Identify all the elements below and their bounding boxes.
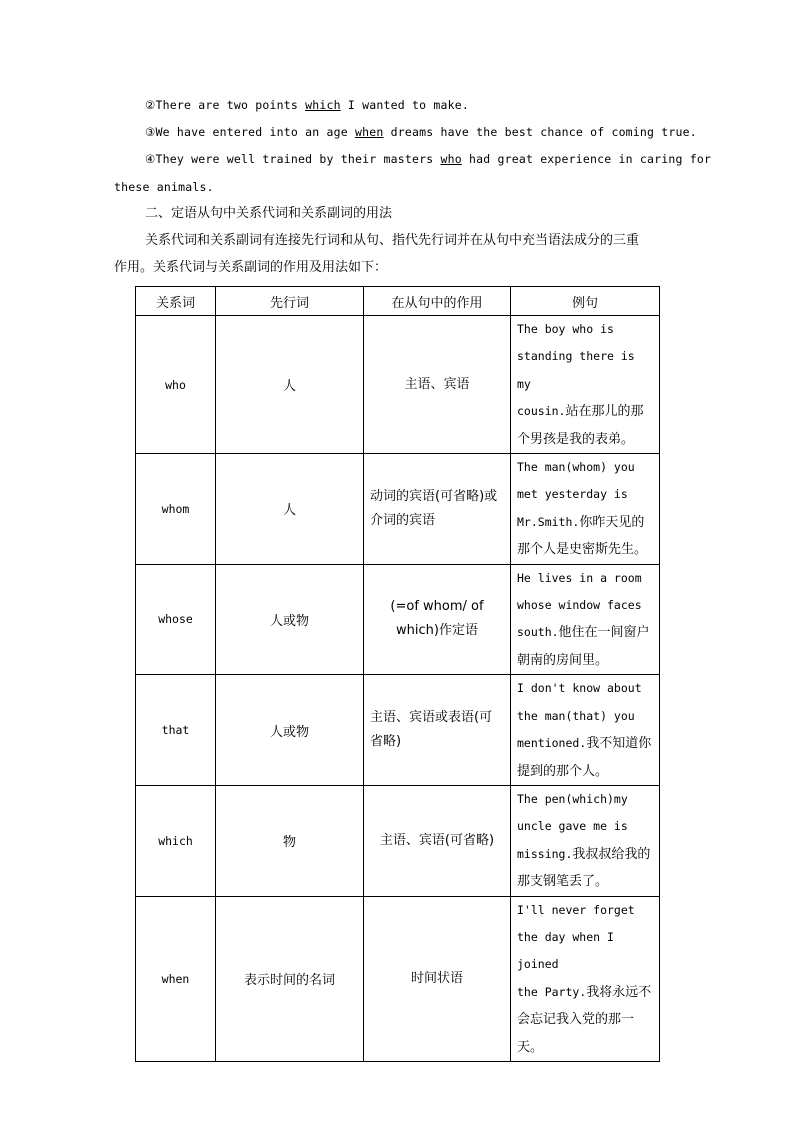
header-relative-word: 关系词 (136, 287, 216, 316)
example-cell (511, 896, 660, 1061)
example-text: ③We have entered into an age (145, 125, 355, 139)
table-row (136, 454, 660, 565)
example-zh: 站在那儿的那个男孩是我的表弟。 (517, 404, 644, 447)
function-cell: (=of whom/ of which)作定语 (364, 564, 511, 675)
example-en-line: whose window faces (517, 598, 642, 613)
example-en-line: The boy who is (517, 322, 614, 336)
table-row (136, 785, 660, 896)
example-cell (511, 454, 660, 565)
antecedent-cell: 人或物 (216, 564, 364, 675)
underlined-relative-word: which (305, 98, 341, 112)
example-en-line: the day when I joined (517, 929, 614, 972)
example-sentence-4-continuation: these animals. (114, 180, 214, 194)
example-en-line: missing. (517, 846, 573, 861)
relative-word-cell: whom (136, 454, 216, 565)
antecedent-cell: 表示时间的名词 (216, 896, 364, 1061)
section-heading: 二、定语从句中关系代词和关系副词的用法 (145, 206, 393, 221)
relative-words-table (135, 286, 660, 1062)
relative-word-cell: whose (136, 564, 216, 675)
example-zh: 我不知道你提到的那个人。 (517, 736, 652, 779)
header-antecedent: 先行词 (216, 287, 364, 316)
example-zh: 他住在一间窗户朝南的房间里。 (517, 625, 650, 668)
example-text: ④They were well trained by their masters (145, 152, 441, 166)
example-zh: 我将永远不会忘记我入党的那一天。 (517, 984, 652, 1055)
relative-word-cell: which (136, 785, 216, 896)
example-text: dreams have the best chance of coming true. (383, 125, 697, 139)
example-en-line: He lives in a room (517, 570, 642, 585)
antecedent-cell: 人 (216, 454, 364, 565)
example-text: ②There are two points (145, 98, 306, 112)
example-sentence-4 (145, 149, 711, 169)
example-en-line: I don't know about (517, 681, 642, 696)
example-sentence-3 (145, 122, 697, 142)
function-cell: 主语、宾语(可省略) (364, 785, 511, 896)
table-header-row (136, 287, 660, 316)
example-en-line: I'll never forget (517, 902, 635, 917)
example-sentence-2 (145, 95, 469, 115)
example-cell (511, 316, 660, 454)
example-en-line: uncle gave me is (517, 819, 628, 834)
example-en-line: cousin. (517, 404, 566, 419)
example-zh: 我叔叔给我的那支钢笔丢了。 (517, 846, 651, 890)
intro-paragraph-line-1: 关系代词和关系副词有连接先行词和从句、指代先行词并在从句中充当语法成分的三重 (145, 233, 640, 248)
antecedent-cell: 物 (216, 785, 364, 896)
example-text: had great experience in caring for (461, 152, 712, 166)
example-en-line: The pen(which)my (517, 791, 628, 806)
table-row (136, 896, 660, 1061)
relative-word-cell: when (136, 896, 216, 1061)
antecedent-cell: 人或物 (216, 675, 364, 786)
example-en-line: standing there is my (517, 349, 635, 391)
underlined-relative-word: who (440, 152, 462, 166)
example-en-line: Mr.Smith. (517, 514, 580, 529)
example-en-line: the Party. (517, 984, 587, 999)
relative-word-cell: that (136, 675, 216, 786)
example-en-line: the man(that) you (517, 708, 635, 723)
table-row (136, 564, 660, 675)
table-row (136, 316, 660, 454)
function-cell: 主语、宾语 (364, 316, 511, 454)
example-zh: 你昨天见的那个人是史密斯先生。 (517, 514, 648, 558)
example-cell (511, 785, 660, 896)
example-cell (511, 675, 660, 786)
intro-paragraph-line-2: 作用。关系代词与关系副词的作用及用法如下： (114, 260, 388, 275)
header-function: 在从句中的作用 (364, 287, 511, 316)
example-text: I wanted to make. (340, 98, 469, 112)
example-en-line: The man(whom) you (517, 460, 635, 475)
header-example: 例句 (511, 287, 660, 316)
underlined-relative-word: when (354, 125, 384, 139)
function-cell: 主语、宾语或表语(可省略) (364, 675, 511, 786)
example-en-line: south. (517, 625, 559, 640)
table-row (136, 675, 660, 786)
antecedent-cell: 人 (216, 316, 364, 454)
function-cell: 时间状语 (364, 896, 511, 1061)
example-cell (511, 564, 660, 675)
relative-word-cell: who (136, 316, 216, 454)
example-en-line: met yesterday is (517, 487, 628, 502)
example-en-line: mentioned. (517, 736, 587, 751)
function-cell: 动词的宾语(可省略)或介词的宾语 (364, 454, 511, 565)
